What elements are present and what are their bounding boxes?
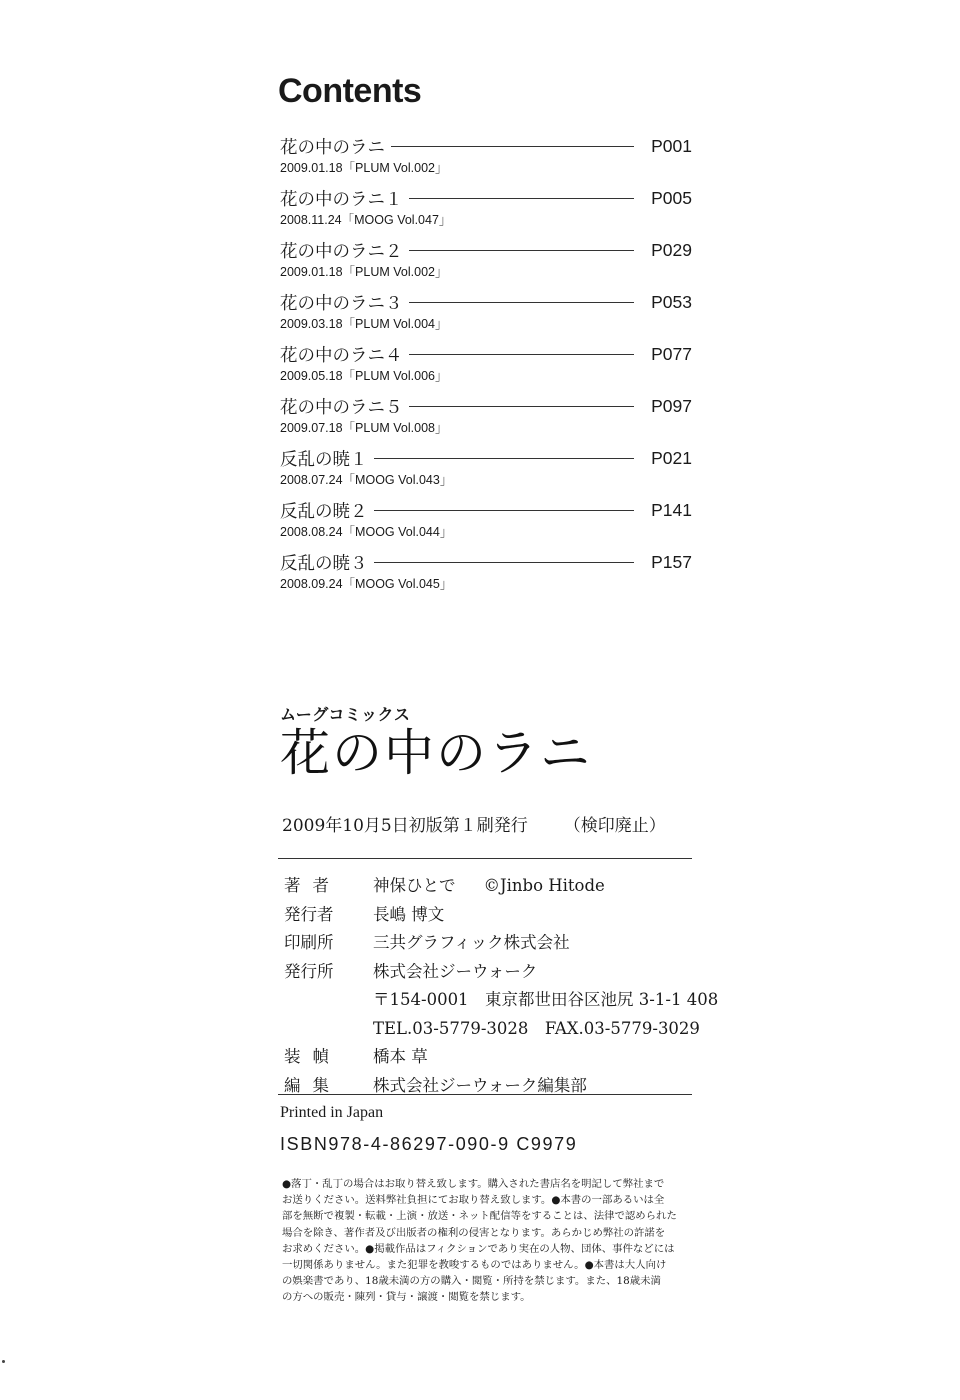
book-title: 花の中のラニ [280, 724, 592, 782]
notice-line: お求めください。●掲載作品はフィクションであり実在の人物、団体、事件などには [282, 1242, 675, 1255]
toc-source: 2009.03.18「PLUM Vol.004」 [280, 317, 448, 331]
toc-entry [280, 498, 692, 550]
credit-key: 装幀 [284, 1047, 341, 1066]
credit-value: 長嶋 博文 [373, 904, 445, 924]
toc-entry [280, 186, 692, 238]
toc-entry [280, 342, 692, 394]
toc-page-number: P097 [651, 395, 692, 416]
credit-key: 著者 [284, 876, 341, 895]
credit-publisher [284, 958, 694, 987]
toc-title: 反乱の暁３ [280, 553, 368, 574]
toc-entry [280, 550, 692, 602]
credit-value: 橋本 草 [373, 1047, 428, 1066]
credit-printer [284, 929, 694, 958]
toc-page-number: P053 [651, 291, 692, 312]
toc-source: 2008.11.24「MOOG Vol.047」 [280, 213, 452, 227]
credit-value: 三共グラフィック株式会社 [373, 933, 570, 952]
leader-rule [374, 458, 635, 459]
credit-author [284, 872, 694, 901]
leader-rule [409, 250, 635, 251]
leader-rule [409, 302, 635, 303]
leader-rule [409, 354, 635, 355]
toc-page-number: P157 [651, 551, 692, 572]
toc-page-number: P029 [651, 239, 692, 260]
notice-line: 部を無断で複製・転載・上演・放送・ネット配信等をすることは、法律で認められた [282, 1210, 677, 1223]
credits-block [284, 872, 719, 1100]
release-date: 2009年10月5日初版第１刷発行 [282, 816, 528, 836]
contents-heading: Contents [278, 72, 422, 110]
author-copyright: ©Jinbo Hitode [483, 876, 605, 895]
publisher-phone [284, 1015, 700, 1044]
notice-line: 一切関係ありません。また犯罪を教唆するものではありません。●本書は大人向け [282, 1258, 667, 1271]
credit-key: 編集 [284, 1075, 341, 1095]
credit-value: 神保ひとで [373, 876, 456, 895]
leader-rule [409, 198, 635, 199]
credit-key: 印刷所 [284, 933, 334, 952]
toc-page-number: P001 [651, 135, 692, 156]
toc-page-number: P141 [651, 499, 692, 520]
toc-title: 花の中のラニ [280, 137, 385, 158]
toc-entry [280, 290, 692, 342]
notice-line: お送りください。送料弊社負担にてお取り替え致します。●本書の一部あるいは全 [282, 1194, 665, 1207]
toc-entry [280, 134, 692, 186]
toc-title: 花の中のラニ１ [280, 189, 403, 210]
toc-title: 反乱の暁１ [280, 449, 368, 470]
toc-source: 2009.05.18「PLUM Vol.006」 [280, 369, 448, 383]
toc-title: 花の中のラニ３ [280, 293, 403, 314]
credit-editing [284, 1072, 694, 1101]
table-of-contents [280, 134, 692, 602]
toc-page-number: P021 [651, 447, 692, 468]
credit-publisher-person [284, 901, 694, 930]
address-text: 〒154-0001 東京都世田谷区池尻 3-1-1 408 [373, 990, 719, 1009]
toc-source: 2009.01.18「PLUM Vol.002」 [280, 161, 448, 175]
toc-source: 2008.07.24「MOOG Vol.043」 [280, 473, 453, 487]
toc-title: 花の中のラニ４ [280, 345, 403, 366]
notice-line: ●落丁・乱丁の場合はお取り替え致します。購入された書店名を明記して弊社まで [282, 1178, 665, 1190]
toc-page-number: P077 [651, 343, 692, 364]
toc-source: 2009.01.18「PLUM Vol.002」 [280, 265, 448, 279]
leader-rule [391, 146, 634, 147]
credit-design [284, 1043, 694, 1072]
imprint-label: ムーグコミックス [280, 705, 411, 724]
publisher-address [284, 986, 719, 1015]
toc-title: 花の中のラニ２ [280, 241, 403, 262]
notice-line: の方への販売・陳列・貸与・譲渡・閲覧を禁じます。 [282, 1291, 531, 1304]
toc-entry [280, 238, 692, 290]
leader-rule [374, 510, 635, 511]
notice-line: 場合を除き、著作者及び出版者の権利の侵害となります。あらかじめ弊社の許諾を [282, 1226, 666, 1239]
divider-bottom [278, 1094, 692, 1095]
toc-entry [280, 446, 692, 498]
isbn: ISBN978-4-86297-090-9 C9979 [280, 1134, 578, 1154]
phone-text: TEL.03-5779-3028 FAX.03-5779-3029 [373, 1018, 700, 1038]
printed-in: Printed in Japan [280, 1104, 384, 1121]
credit-key: 発行者 [284, 904, 334, 924]
toc-source: 2008.09.24「MOOG Vol.045」 [280, 577, 453, 591]
legal-notice [282, 1176, 698, 1306]
leader-rule [409, 406, 635, 407]
toc-title: 花の中のラニ５ [280, 397, 403, 418]
toc-source: 2008.08.24「MOOG Vol.044」 [280, 525, 453, 539]
seal-note: （検印廃止） [563, 816, 666, 836]
toc-page-number: P005 [651, 187, 692, 208]
scan-mark [2, 1360, 5, 1363]
divider-top [278, 858, 692, 859]
credit-value: 株式会社ジーウォーク [373, 961, 538, 981]
leader-rule [374, 562, 635, 563]
notice-line: の娯楽書であり、18歳未満の方の購入・閲覧・所持を禁じます。また、18歳未満 [282, 1275, 661, 1288]
toc-title: 反乱の暁２ [280, 501, 368, 522]
credit-value: 株式会社ジーウォーク編集部 [373, 1075, 587, 1095]
toc-entry [280, 394, 692, 446]
release-line [282, 811, 666, 836]
toc-source: 2009.07.18「PLUM Vol.008」 [280, 421, 448, 435]
credit-key: 発行所 [284, 961, 334, 981]
